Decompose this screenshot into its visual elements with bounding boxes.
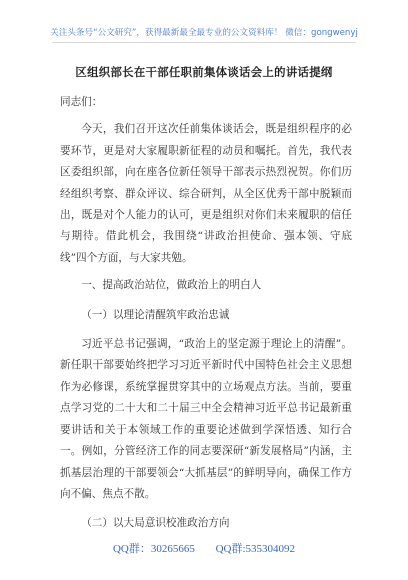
salutation: 同志们： <box>60 96 103 108</box>
footer-qq-group-2: QQ群:535304092 <box>215 543 296 555</box>
subsection-heading-2: （二）以大局意识校准政治方向 <box>81 517 230 530</box>
section-heading-1: 一、提高政治站位，做政治上的明白人 <box>81 279 262 292</box>
document-title: 区组织部长在干部任职前集体谈话会上的讲话提纲 <box>75 65 333 79</box>
header-divider <box>52 42 356 43</box>
subsection-heading-1: （一）以理论清醒筑牢政治忠诚 <box>81 308 230 321</box>
document-body <box>60 92 352 535</box>
footer-contact <box>0 540 408 556</box>
header-notice: 关注头条号“公文研究”，获得最新最全最专业的公文资料库！ 微信：gongwenyj <box>50 28 358 38</box>
body-paragraph-2: 习近平总书记强调，“政治上的坚定源于理论上的清醒”。新任职干部要始终把学习习近平新时代中国特色社会主义思想作为必修课，系统掌握贯穿其中的立场观点方法。当前，要重点学习党的二十大和二十届三中全会精神习近平总书记最新重要讲话和关于本领域工作的重要论述做到学深悟透、知行合一。例如，分管经济工作的同志要深研“新发展格局”内涵，主抓基层治理的干部要领会“大抓基层”的鲜明导向，确保工作方向不偏、焦点不散。 <box>60 338 352 500</box>
intro-paragraph: 今天，我们召开这次任前集体谈话会，既是组织程序的必要环节，更是对大家履职新征程的动员和嘱托。首先，我代表区委组织部，向在座各位新任领导干部表示热烈祝贺。你们历经组织考察、群众评议、综合研判，从全区优秀干部中脱颖而出，既是对个人能力的认可，更是组织对你们未来履职的信任与期待。借此机会，我围绕“讲政治担使命、强本领、守底线”四个方面，与大家共勉。 <box>60 123 352 264</box>
footer-qq-group-1: QQ群：30265665 <box>112 543 195 555</box>
